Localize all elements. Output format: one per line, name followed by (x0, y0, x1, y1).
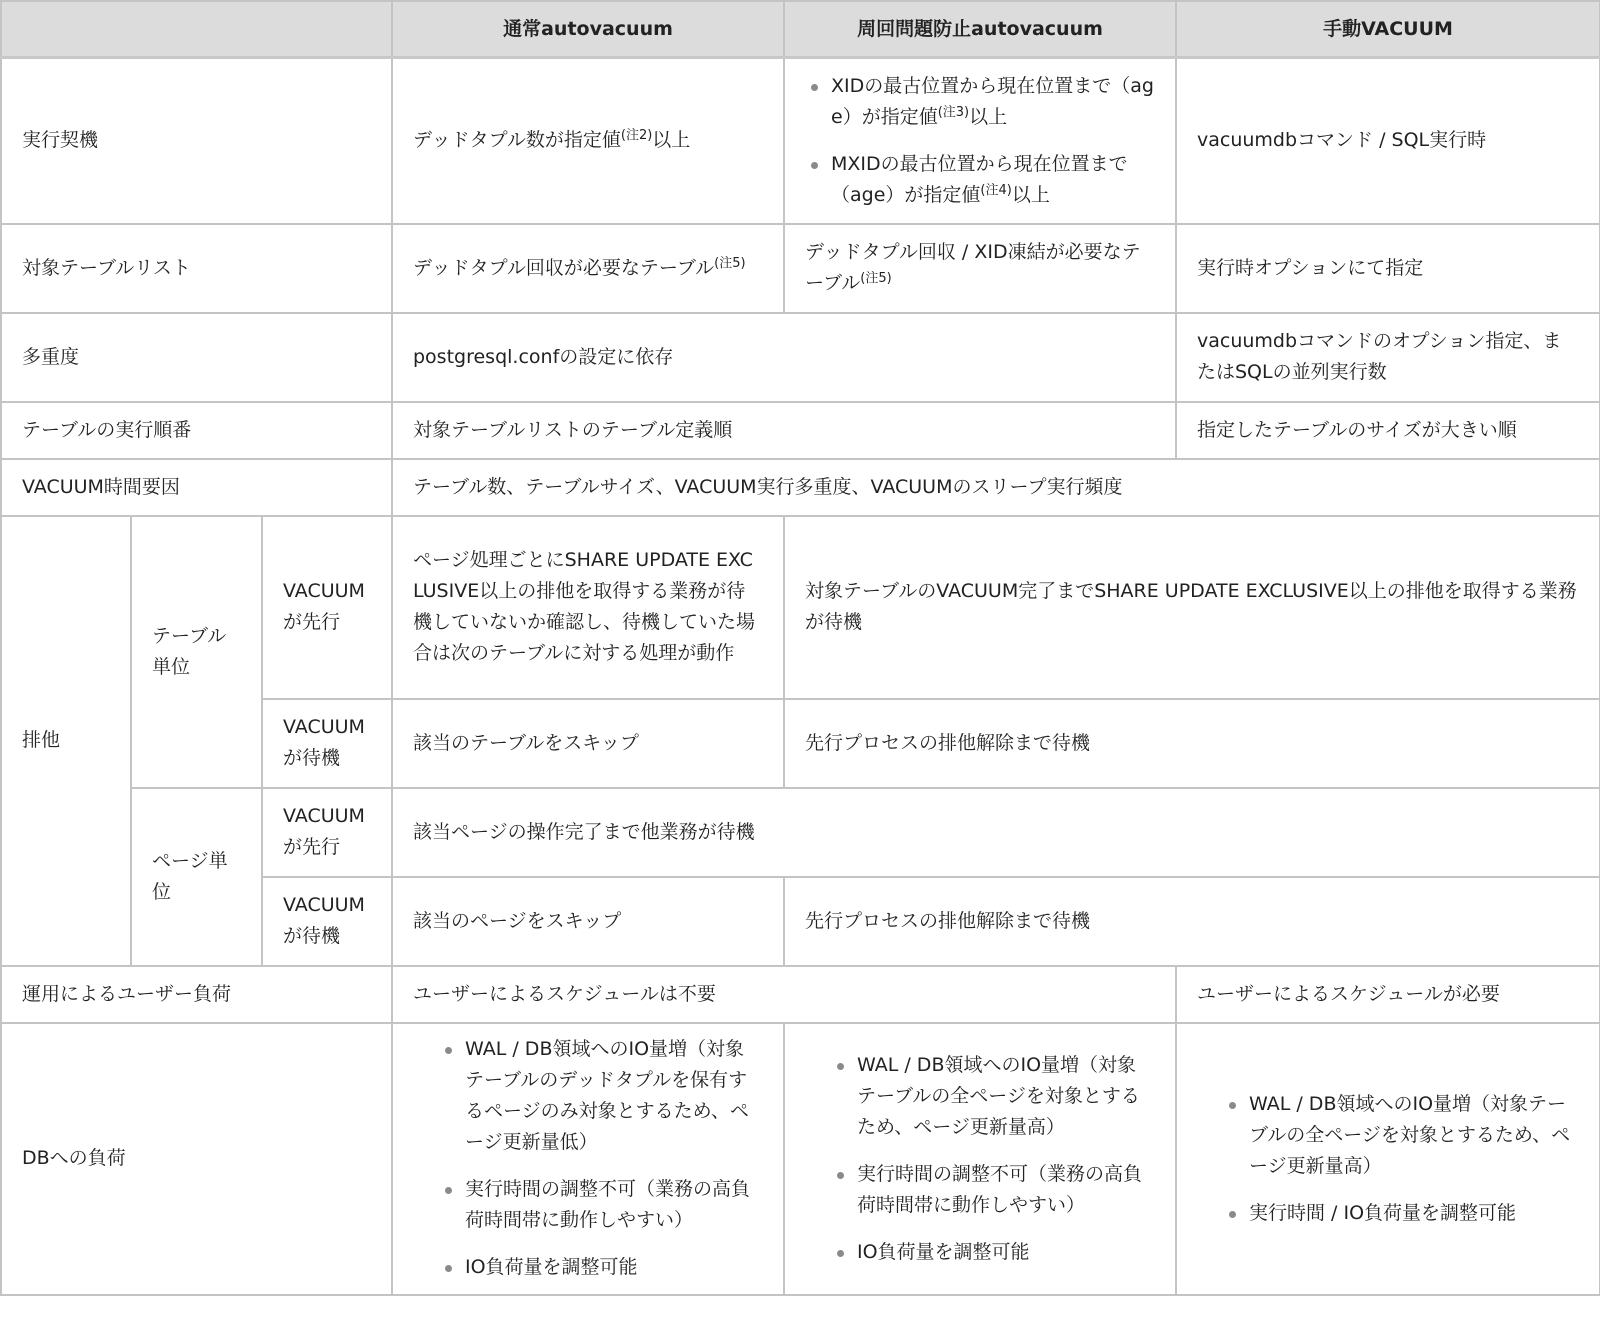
cell-manual: 実行時オプションにて指定 (1176, 224, 1600, 313)
list-item: MXIDの最古位置から現在位置まで（age）が指定値$^{(注4)}$以上 (831, 149, 1155, 211)
list-item: 実行時間 / IO負荷量を調整可能 (1249, 1198, 1579, 1229)
cell-manual (1176, 1023, 1600, 1295)
bullet-list (1223, 1089, 1579, 1229)
bullet-list (831, 1050, 1155, 1268)
sub-label-table-unit: テーブル単位 (131, 516, 262, 788)
row-time-factor (1, 459, 1600, 516)
row-label: 運用によるユーザー負荷 (1, 966, 392, 1023)
cell-manual: 指定したテーブルのサイズが大きい順 (1176, 402, 1600, 459)
row-order (1, 402, 1600, 459)
row-db-load (1, 1023, 1600, 1295)
cell-others: 対象テーブルのVACUUM完了までSHARE UPDATE EXCLUSIVE以上の排他を取得する業務が待機 (784, 516, 1600, 699)
row-label: テーブルの実行順番 (1, 402, 392, 459)
sub-label-page-unit: ページ単位 (131, 788, 262, 966)
row-label: DBへの負荷 (1, 1023, 392, 1295)
footnote-ref: (注4) (980, 182, 1012, 198)
cell-auto: postgresql.confの設定に依存 (392, 313, 1176, 402)
cell-normal: 該当のページをスキップ (392, 877, 784, 966)
list-item: 実行時間の調整不可（業務の高負荷時間帯に動作しやすい） (857, 1159, 1155, 1221)
row-target-list (1, 224, 1600, 313)
row-label: 対象テーブルリスト (1, 224, 392, 313)
row-trigger (1, 58, 1600, 224)
cell-others: 先行プロセスの排他解除まで待機 (784, 699, 1600, 788)
sub-label-vacuum-waits: VACUUMが待機 (262, 699, 392, 788)
header-wraparound-autovacuum: 周回問題防止autovacuum (784, 1, 1176, 58)
footnote-ref: (注2) (620, 128, 653, 144)
footnote-ref: (注3) (937, 104, 970, 120)
cell-auto: ユーザーによるスケジュールは不要 (392, 966, 1176, 1023)
row-label: 多重度 (1, 313, 392, 402)
cell-manual: ユーザーによるスケジュールが必要 (1176, 966, 1600, 1023)
cell-auto: 対象テーブルリストのテーブル定義順 (392, 402, 1176, 459)
sub-label-vacuum-first: VACUUMが先行 (262, 788, 392, 877)
list-item: IO負荷量を調整可能 (465, 1252, 763, 1283)
row-label: 実行契機 (1, 58, 392, 224)
cell-normal: 該当のテーブルをスキップ (392, 699, 784, 788)
row-lock-table-first (1, 516, 1600, 699)
row-label-lock: 排他 (1, 516, 131, 966)
cell-wraparound: デッドタプル回収 / XID凍結が必要なテーブル$^{(注5)}$ (784, 224, 1176, 313)
cell-normal: デッドタプル数が指定値$^{(注2)}$以上 (392, 58, 784, 224)
header-manual-vacuum: 手動VACUUM (1176, 1, 1600, 58)
bullet-list (439, 1034, 763, 1283)
cell-all: テーブル数、テーブルサイズ、VACUUM実行多重度、VACUUMのスリープ実行頻度 (392, 459, 1600, 516)
footnote-ref: (注5) (860, 271, 892, 286)
list-item: 実行時間の調整不可（業務の高負荷時間帯に動作しやすい） (465, 1174, 763, 1236)
list-item: WAL / DB領域へのIO量増（対象テーブルの全ページを対象とするため、ページ更新量高） (1249, 1089, 1579, 1182)
cell-all: 該当ページの操作完了まで他業務が待機 (392, 788, 1600, 877)
header-normal-autovacuum: 通常autovacuum (392, 1, 784, 58)
list-item: WAL / DB領域へのIO量増（対象テーブルの全ページを対象とするため、ページ更新量高） (857, 1050, 1155, 1143)
list-item: WAL / DB領域へのIO量増（対象テーブルのデッドタプルを保有するページのみ対象とするため、ページ更新量低） (465, 1034, 763, 1158)
list-item: XIDの最古位置から現在位置まで（age）が指定値$^{(注3)}$以上 (831, 71, 1155, 133)
sub-label-vacuum-first: VACUUMが先行 (262, 516, 392, 699)
list-item: IO負荷量を調整可能 (857, 1237, 1155, 1268)
sub-label-vacuum-waits: VACUUMが待機 (262, 877, 392, 966)
bullet-list (805, 71, 1155, 211)
header-row (1, 1, 1600, 58)
row-parallelism (1, 313, 1600, 402)
cell-normal (392, 1023, 784, 1295)
header-empty (1, 1, 392, 58)
row-label: VACUUM時間要因 (1, 459, 392, 516)
footnote-ref: (注5) (714, 255, 746, 271)
cell-others: 先行プロセスの排他解除まで待機 (784, 877, 1600, 966)
cell-manual: vacuumdbコマンド / SQL実行時 (1176, 58, 1600, 224)
cell-normal: デッドタプル回収が必要なテーブル$^{(注5)}$ (392, 224, 784, 313)
cell-wraparound (784, 1023, 1176, 1295)
cell-wraparound (784, 58, 1176, 224)
row-lock-page-first (1, 788, 1600, 877)
cell-manual: vacuumdbコマンドのオプション指定、またはSQLの並列実行数 (1176, 313, 1600, 402)
row-user-load (1, 966, 1600, 1023)
cell-normal: ページ処理ごとにSHARE UPDATE EXCLUSIVE以上の排他を取得する業務が待機していないか確認し、待機していた場合は次のテーブルに対する処理が動作 (392, 516, 784, 699)
